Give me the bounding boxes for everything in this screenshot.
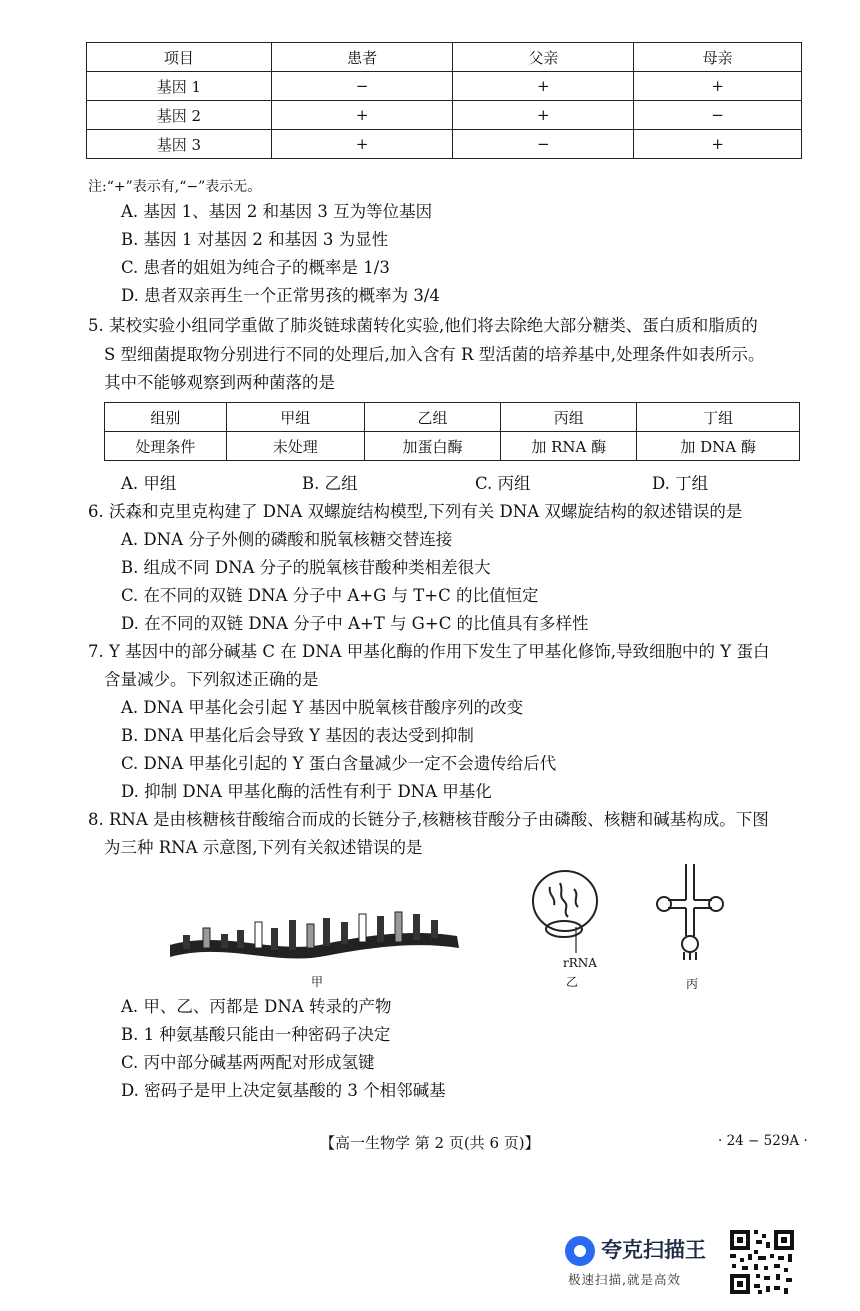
table-row: [87, 72, 802, 101]
table-cell: +: [271, 130, 453, 159]
q6-option-a: A. DNA 分子外侧的磷酸和脱氧核糖交替连接: [121, 530, 453, 549]
table-cell: 加蛋白酶: [364, 432, 501, 461]
table-cell: 丁组: [637, 403, 800, 432]
q5-stem-line: S 型细菌提取物分别进行不同的处理后,加入含有 R 型活菌的培养基中,处理条件如表所示。: [104, 345, 765, 364]
table-row: [87, 43, 802, 72]
q6-option-d: D. 在不同的双链 DNA 分子中 A+T 与 G+C 的比值具有多样性: [121, 614, 589, 633]
q5-option-b: B. 乙组: [302, 474, 358, 493]
table-header: 项目: [87, 43, 272, 72]
table-header: 父亲: [453, 43, 634, 72]
table-cell: 处理条件: [105, 432, 227, 461]
page-footer-title: 【高一生物学 第 2 页(共 6 页)】: [320, 1134, 540, 1152]
table-cell: −: [453, 130, 634, 159]
q6-stem: 6. 沃森和克里克构建了 DNA 双螺旋结构模型,下列有关 DNA 双螺旋结构的叙述错误的是: [88, 502, 743, 521]
q7-option-d: D. 抑制 DNA 甲基化酶的活性有利于 DNA 甲基化: [121, 782, 492, 801]
q5-option-a: A. 甲组: [121, 474, 177, 493]
q8-option-c: C. 丙中部分碱基两两配对形成氢键: [121, 1053, 375, 1072]
q7-option-b: B. DNA 甲基化后会导致 Y 基因的表达受到抑制: [121, 726, 474, 745]
table-cell: +: [271, 101, 453, 130]
table-cell: +: [453, 72, 634, 101]
q6-option-b: B. 组成不同 DNA 分子的脱氧核苷酸种类相差很大: [121, 558, 491, 577]
q5-option-d: D. 丁组: [652, 474, 709, 493]
figure-label-jia: 甲: [311, 975, 324, 989]
qr-code-icon: [728, 1228, 796, 1296]
q8-option-d: D. 密码子是甲上决定氨基酸的 3 个相邻碱基: [121, 1081, 446, 1100]
table-cell: 加 DNA 酶: [637, 432, 800, 461]
table-cell: 组别: [105, 403, 227, 432]
gene-table: [86, 42, 802, 159]
q4-option-c: C. 患者的姐姐为纯合子的概率是 1/3: [121, 258, 390, 277]
table-cell: −: [634, 101, 802, 130]
treatment-table: [104, 402, 800, 461]
q4-option-a: A. 基因 1、基因 2 和基因 3 互为等位基因: [121, 202, 433, 221]
table-cell: +: [634, 72, 802, 101]
q8-stem-line: 8. RNA 是由核糖核苷酸缩合而成的长链分子,核糖核苷酸分子由磷酸、核糖和碱基构成。下图: [88, 810, 769, 829]
q8-option-a: A. 甲、乙、丙都是 DNA 转录的产物: [121, 997, 392, 1016]
q7-stem-line: 7. Y 基因中的部分碱基 C 在 DNA 甲基化酶的作用下发生了甲基化修饰,导致细胞中的 Y 蛋白: [88, 642, 770, 661]
q7-option-c: C. DNA 甲基化引起的 Y 蛋白含量减少一定不会遗传给后代: [121, 754, 557, 773]
brand-name: 夸克扫描王: [601, 1238, 706, 1262]
figure-label-bing: 丙: [686, 977, 699, 991]
table-header: 患者: [271, 43, 453, 72]
q7-stem-line: 含量减少。下列叙述正确的是: [104, 670, 319, 689]
table-cell: 甲组: [226, 403, 364, 432]
q8-option-b: B. 1 种氨基酸只能由一种密码子决定: [121, 1025, 391, 1044]
table-cell: 加 RNA 酶: [501, 432, 637, 461]
table-cell: +: [634, 130, 802, 159]
table-cell: −: [271, 72, 453, 101]
quark-logo-icon: [565, 1236, 595, 1266]
trna-diagram: [652, 862, 728, 970]
q6-option-c: C. 在不同的双链 DNA 分子中 A+G 与 T+C 的比值恒定: [121, 586, 539, 605]
brand-slogan: 极速扫描,就是高效: [568, 1272, 681, 1287]
page-footer-code: · 24 − 529A ·: [718, 1133, 808, 1149]
q5-option-c: C. 丙组: [475, 474, 531, 493]
q5-stem-line: 5. 某校实验小组同学重做了肺炎链球菌转化实验,他们将去除绝大部分糖类、蛋白质和脂质的: [88, 316, 758, 335]
q8-stem-line: 为三种 RNA 示意图,下列有关叙述错误的是: [104, 838, 423, 857]
table-row: [105, 403, 800, 432]
q5-stem-line: 其中不能够观察到两种菌落的是: [104, 373, 335, 392]
table-cell: 丙组: [501, 403, 637, 432]
mrna-diagram: [165, 900, 465, 970]
table-cell: 基因 3: [87, 130, 272, 159]
table-row: [105, 432, 800, 461]
figure-label-rrna: rRNA: [563, 956, 597, 970]
table-cell: 未处理: [226, 432, 364, 461]
table-cell: 乙组: [364, 403, 501, 432]
q7-option-a: A. DNA 甲基化会引起 Y 基因中脱氧核苷酸序列的改变: [121, 698, 524, 717]
table-header: 母亲: [634, 43, 802, 72]
q4-option-b: B. 基因 1 对基因 2 和基因 3 为显性: [121, 230, 389, 249]
figure-label-yi: 乙: [566, 975, 579, 989]
rrna-diagram: [520, 865, 610, 955]
table-cell: 基因 2: [87, 101, 272, 130]
table-cell: +: [453, 101, 634, 130]
table-note: 注:“+”表示有,“−”表示无。: [88, 179, 262, 195]
table-row: [87, 130, 802, 159]
table-row: [87, 101, 802, 130]
scanner-watermark: [565, 1230, 725, 1290]
table-cell: 基因 1: [87, 72, 272, 101]
q4-option-d: D. 患者双亲再生一个正常男孩的概率为 3/4: [121, 286, 440, 305]
